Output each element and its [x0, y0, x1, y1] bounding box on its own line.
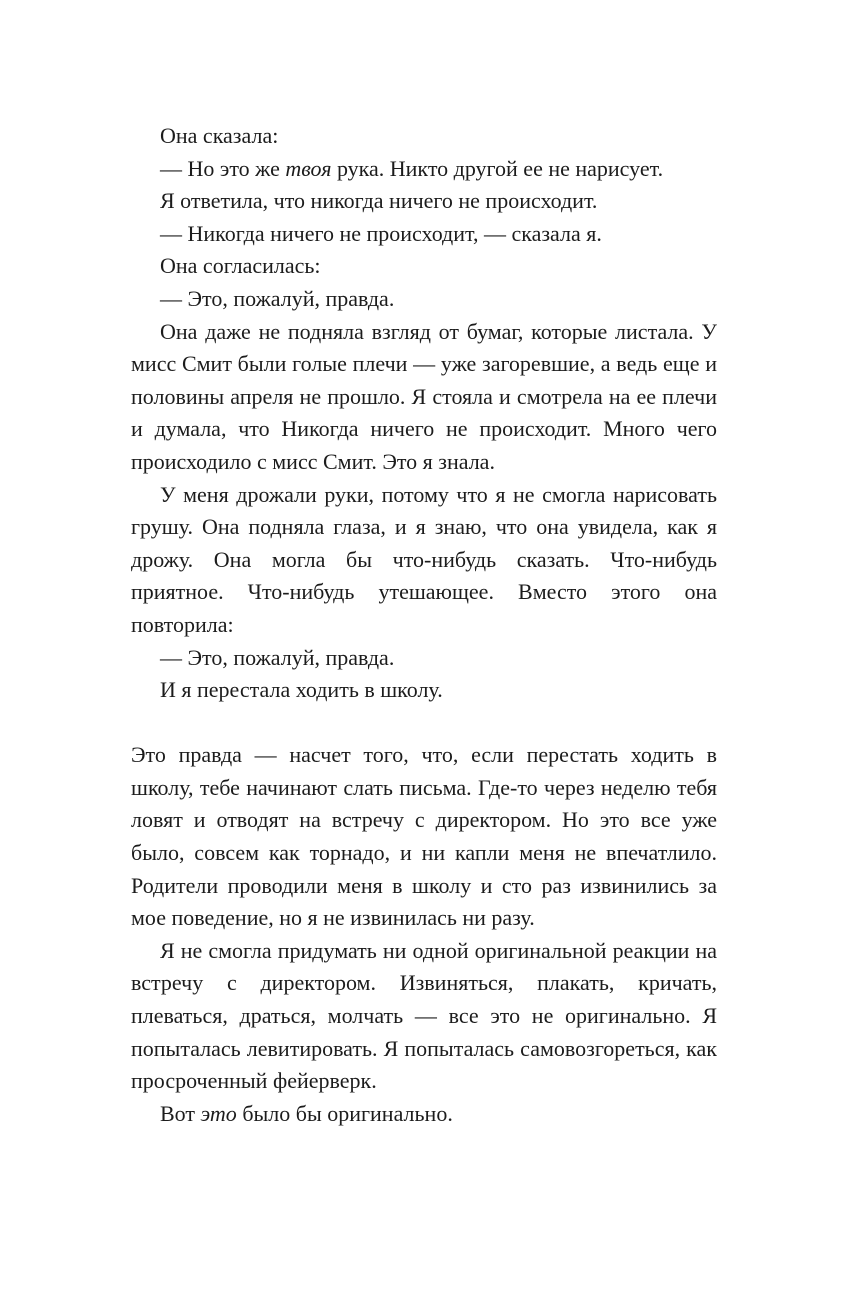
paragraph-12: Я не смогла придумать ни одной оригинальной реакции на встречу с директором. Извиняться, плакать, кричать, плеваться, драться, молчать — все это не оригинально. Я попыталась левитировать. Я попыталась самовозгореться, как просроченный фейерверк. [131, 937, 717, 1094]
paragraph-3: Я ответила, что никогда ничего не происходит. [160, 188, 598, 214]
paragraph-9: — Это, пожалуй, правда. [160, 644, 395, 670]
paragraph-4: — Никогда ничего не происходит, — сказала я. [160, 220, 602, 246]
paragraph-2-italic: твоя [285, 155, 332, 181]
paragraph-1: Она сказала: [160, 123, 279, 148]
paragraph-2-suffix: рука. Никто другой ее не нарисует. [331, 155, 664, 181]
paragraph-5: Она согласилась: [160, 253, 321, 279]
paragraph-10: И я перестала ходить в школу. [160, 677, 443, 703]
book-page [131, 120, 717, 1130]
paragraph-6: — Это, пожалуй, правда. [160, 285, 395, 311]
paragraph-7: Она даже не подняла взгляд от бумаг, которые листала. У мисс Смит были голые плечи — уже загоревшие, а ведь еще и половины апреля не прошло. Я стояла и смотрела на ее плечи и думала, что Никогда ничего не происходит. Много чего происходило с мисс Смит. Это я знала. [131, 318, 717, 474]
paragraph-2 [131, 153, 717, 186]
paragraph-8: У меня дрожали руки, потому что я не смогла нарисовать грушу. Она подняла глаза, и я знаю, что она увидела, как я дрожу. Она могла бы что-нибудь сказать. Что-нибудь приятное. Что-нибудь утешающее. Вместо этого она повторила: [131, 481, 717, 637]
paragraph-11: Это правда — насчет того, что, если перестать ходить в школу, тебе начинают слать письма. Где-то через неделю тебя ловят и отводят на встречу с директором. Но это все уже было, совсем как торнадо, и ни капли меня не впечатлило. Родители проводили меня в школу и сто раз извинились за мое поведение, но я не извинилась ни разу. [131, 742, 717, 931]
paragraph-13-italic: это [200, 1100, 237, 1126]
section-break [131, 707, 717, 740]
paragraph-13-prefix: Вот [160, 1100, 201, 1126]
paragraph-13-suffix: было бы оригинально. [236, 1100, 453, 1126]
paragraph-13 [131, 1098, 717, 1131]
paragraph-2-prefix: — Но это же [160, 155, 286, 181]
